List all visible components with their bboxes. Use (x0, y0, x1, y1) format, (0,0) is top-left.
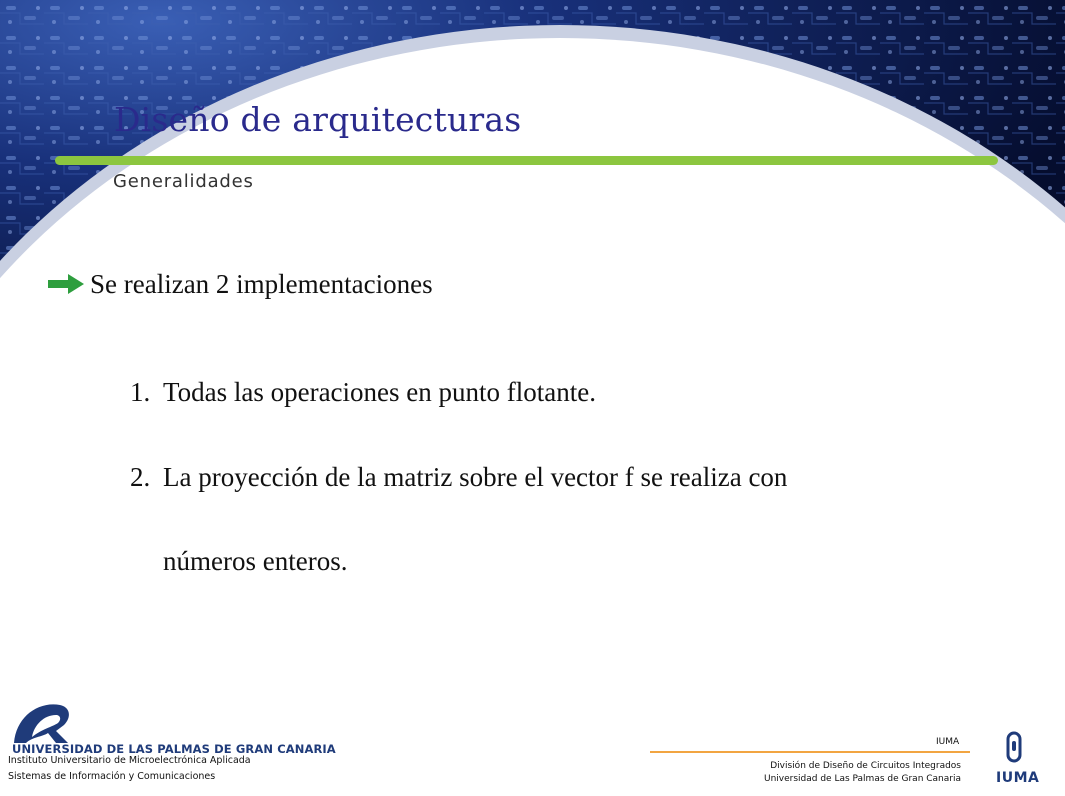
iuma-logo-text: IUMA (996, 770, 1040, 786)
list-item-number: 2. (130, 462, 151, 492)
bullet-point (46, 266, 433, 302)
iuma-logo-icon (994, 731, 1034, 763)
list-item (130, 462, 787, 493)
list-item-number: 1. (130, 377, 151, 407)
list-item-text: números enteros. (163, 546, 348, 576)
list-item (130, 546, 347, 577)
department-name: Sistemas de Información y Comunicaciones (8, 771, 216, 782)
slide-title: Diseño de arquitecturas (114, 100, 522, 139)
arrow-right-icon (46, 272, 86, 296)
footer-divider (650, 751, 970, 753)
university-name-right: Universidad de Las Palmas de Gran Canaria (763, 774, 961, 784)
list-item-text: La proyección de la matriz sobre el vector f se realiza con (163, 462, 788, 492)
bullet-text: Se realizan 2 implementaciones (90, 268, 433, 299)
title-accent-bar (55, 156, 998, 165)
list-item (130, 377, 596, 408)
ulpgc-logo (10, 697, 72, 745)
list-item-text: Todas las operaciones en punto flotante. (163, 377, 596, 407)
institute-name: Instituto Universitario de Microelectrónica Aplicada (8, 755, 251, 766)
iuma-acronym: IUMA (936, 737, 960, 747)
slide-subtitle: Generalidades (113, 171, 254, 192)
university-name: UNIVERSIDAD DE LAS PALMAS DE GRAN CANARIA (12, 742, 336, 756)
division-name: División de Diseño de Circuitos Integrados (770, 761, 961, 771)
